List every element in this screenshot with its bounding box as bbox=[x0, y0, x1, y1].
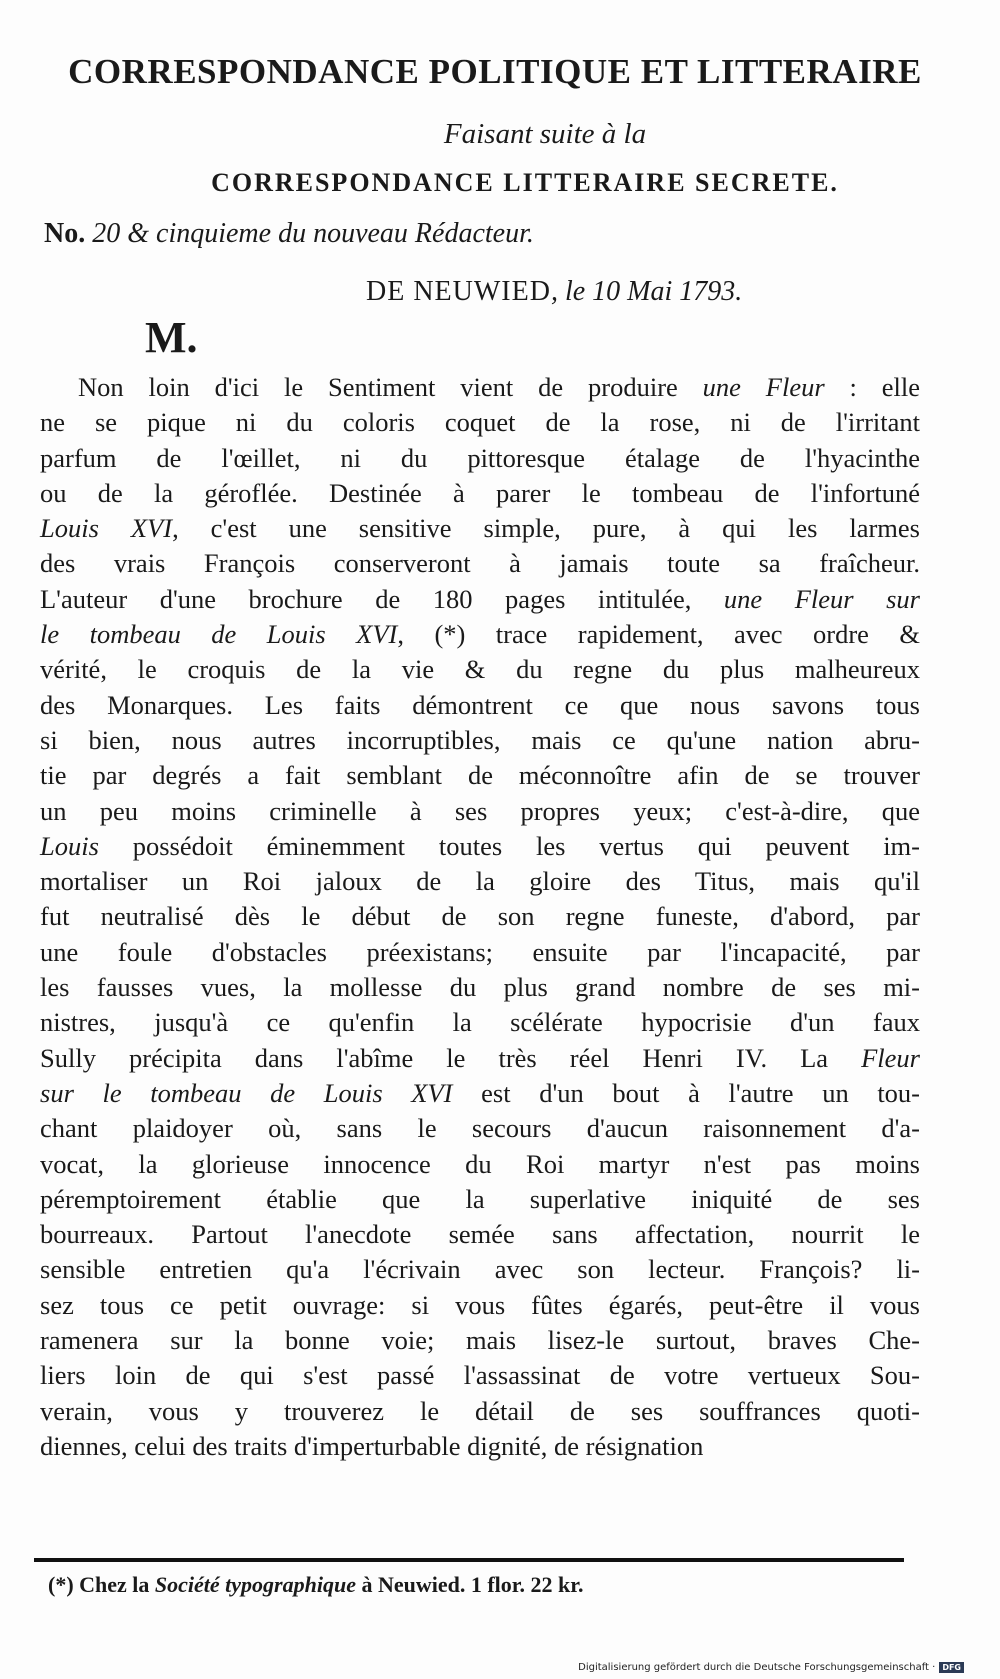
body-italic-text: Louis bbox=[40, 830, 99, 861]
body-line bbox=[40, 1288, 920, 1323]
body-text: les fausses vues, la mollesse du plus grand nombre de ses mi- bbox=[40, 972, 920, 1003]
dateline-le: , le 10 bbox=[550, 276, 628, 307]
body-text: ou de la géroflée. Destinée à parer le tombeau de l'infortuné bbox=[40, 477, 920, 508]
body-text: un peu moins criminelle à ses propres yeux; c'est-à-dire, que bbox=[40, 795, 920, 826]
journal-title: CORRESPONDANCE POLITIQUE ET LITTERAIRE bbox=[68, 52, 922, 91]
body-line bbox=[40, 864, 920, 899]
body-line bbox=[40, 1076, 920, 1111]
body-text: ne se pique ni du coloris coquet de la rose, ni de l'irritant bbox=[40, 407, 920, 438]
body-line bbox=[40, 688, 920, 723]
body-text: nistres, jusqu'à ce qu'enfin la scélérate hypocrisie d'un faux bbox=[40, 1007, 920, 1038]
body-text: Non loin d'ici le Sentiment vient de produire bbox=[78, 372, 703, 402]
body-text: : elle bbox=[824, 372, 921, 402]
body-text: une foule d'obstacles préexistans; ensuite par l'incapacité, par bbox=[40, 936, 920, 967]
body-text: verain, vous y trouverez le détail de ses souffrances quoti- bbox=[40, 1395, 920, 1426]
body-line bbox=[40, 1429, 920, 1464]
body-text: vocat, la glorieuse innocence du Roi martyr n'est pas moins bbox=[40, 1148, 920, 1179]
body-text: L'auteur d'une brochure de 180 pages intitulée, bbox=[40, 583, 724, 614]
journal-subtitle-secondary: CORRESPONDANCE LITTERAIRE SECRETE. bbox=[211, 168, 839, 197]
dateline bbox=[366, 276, 742, 308]
body-line bbox=[40, 370, 920, 405]
body-line bbox=[40, 1182, 920, 1217]
body-italic-text: sur le tombeau de Louis XVI bbox=[40, 1077, 453, 1108]
body-italic-text: Louis XVI bbox=[40, 513, 173, 544]
salutation: M. bbox=[145, 313, 198, 362]
body-text: sez tous ce petit ouvrage: si vous fûtes égarés, peut-être il vous bbox=[40, 1289, 920, 1320]
dateline-month: Mai bbox=[627, 276, 673, 307]
body-line bbox=[40, 441, 920, 476]
body-text: ramenera sur la bonne voie; mais lisez-le surtout, braves Che- bbox=[40, 1325, 920, 1356]
body-line bbox=[40, 829, 920, 864]
body-text: diennes, celui des traits d'imperturbable dignité, de résignation bbox=[40, 1430, 704, 1461]
body-line bbox=[40, 405, 920, 440]
body-text: bourreaux. Partout l'anecdote semée sans affectation, nourrit le bbox=[40, 1219, 920, 1250]
body-line bbox=[40, 723, 920, 758]
dateline-year: 1793. bbox=[672, 276, 743, 307]
body-text: péremptoirement établie que la superlative iniquité de ses bbox=[40, 1183, 920, 1214]
issue-no-label: No. bbox=[44, 218, 86, 249]
body-text: possédoit éminemment toutes les vertus qui peuvent im- bbox=[98, 830, 920, 861]
footnote-prefix: (*) Chez la bbox=[48, 1572, 155, 1597]
body-italic-text: une Fleur sur bbox=[723, 583, 920, 614]
body-text: des Monarques. Les faits démontrent ce que nous savons tous bbox=[40, 689, 920, 720]
body-line bbox=[40, 617, 920, 652]
body-text: des vrais François conserveront à jamais toute sa fraîcheur. bbox=[40, 548, 920, 579]
body-italic-text: Fleur bbox=[861, 1042, 920, 1073]
body-text: , c'est une sensitive simple, pure, à qui les larmes bbox=[172, 513, 920, 544]
body-line bbox=[40, 1147, 920, 1182]
dfg-logo-icon: DFG bbox=[939, 1662, 964, 1673]
body-line bbox=[40, 1111, 920, 1146]
body-line bbox=[40, 1323, 920, 1358]
body-text: est d'un bout à l'autre un tou- bbox=[452, 1077, 921, 1108]
article-body bbox=[40, 370, 920, 1464]
digitization-credit bbox=[578, 1662, 964, 1673]
body-line bbox=[40, 1217, 920, 1252]
issue-number bbox=[44, 218, 534, 250]
dateline-place: DE NEUWIED bbox=[366, 276, 551, 307]
body-text: Sully précipita dans l'abîme le très réel Henri IV. La bbox=[40, 1042, 862, 1073]
body-line bbox=[40, 476, 920, 511]
issue-description: 20 & cinquieme du nouveau Rédacteur. bbox=[85, 218, 534, 249]
body-line bbox=[40, 1252, 920, 1287]
body-text: sensible entretien qu'a l'écrivain avec son lecteur. François? li- bbox=[40, 1254, 920, 1285]
body-text: vérité, le croquis de la vie & du regne du plus malheureux bbox=[40, 654, 920, 685]
body-text: liers loin de qui s'est passé l'assassinat de votre vertueux Sou- bbox=[40, 1360, 920, 1391]
footnote-suffix: à Neuwied. 1 flor. 22 kr. bbox=[355, 1572, 584, 1597]
body-line bbox=[40, 582, 920, 617]
footnote bbox=[48, 1572, 584, 1598]
body-line bbox=[40, 1041, 920, 1076]
body-line bbox=[40, 935, 920, 970]
credit-text: Digitalisierung gefördert durch die Deutsche Forschungsgemeinschaft · bbox=[578, 1662, 936, 1673]
body-line bbox=[40, 1394, 920, 1429]
body-italic-text: le tombeau de Louis XVI bbox=[40, 619, 398, 650]
body-line bbox=[40, 758, 920, 793]
journal-subtitle: Faisant suite à la bbox=[443, 118, 647, 150]
body-text: parfum de l'œillet, ni du pittoresque étalage de l'hyacinthe bbox=[40, 442, 920, 473]
body-line bbox=[40, 511, 920, 546]
body-line bbox=[40, 970, 920, 1005]
body-text: mortaliser un Roi jaloux de la gloire des Titus, mais qu'il bbox=[40, 866, 920, 897]
body-text: tie par degrés a fait semblant de méconnoître afin de se trouver bbox=[40, 760, 920, 791]
body-line bbox=[40, 899, 920, 934]
body-line bbox=[40, 794, 920, 829]
body-line bbox=[40, 1358, 920, 1393]
body-text: chant plaidoyer où, sans le secours d'aucun raisonnement d'a- bbox=[40, 1113, 920, 1144]
footnote-divider bbox=[34, 1558, 904, 1562]
body-line bbox=[40, 1005, 920, 1040]
body-italic-text: une Fleur bbox=[702, 372, 825, 402]
body-text: fut neutralisé dès le début de son regne funeste, d'abord, par bbox=[40, 901, 920, 932]
body-line bbox=[40, 546, 920, 581]
footnote-publisher: Société typographique bbox=[154, 1572, 356, 1597]
body-text: , (*) trace rapidement, avec ordre & bbox=[397, 619, 920, 650]
body-line bbox=[40, 652, 920, 687]
body-text: si bien, nous autres incorruptibles, mais ce qu'une nation abru- bbox=[40, 724, 920, 755]
